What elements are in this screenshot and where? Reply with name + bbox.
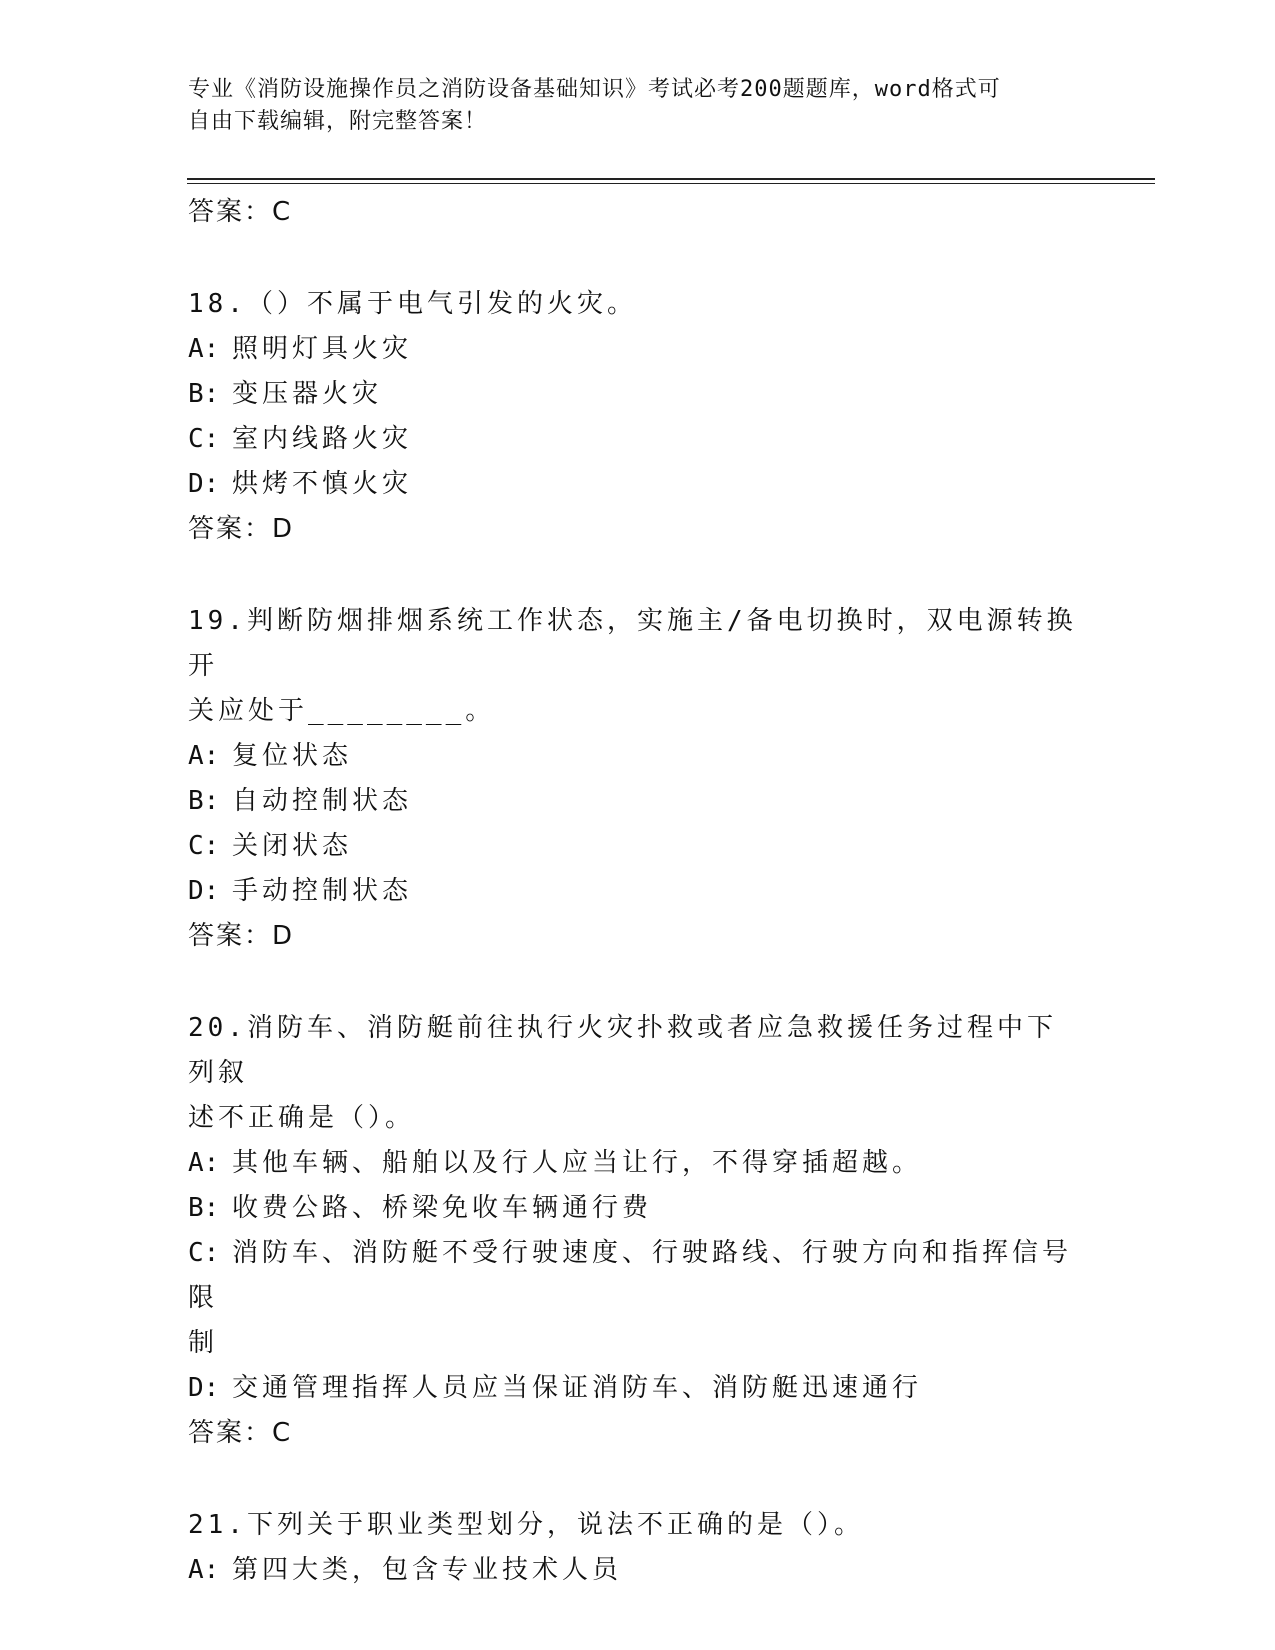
answer-line: 答案：D <box>188 514 295 544</box>
option-c-continued: 制 <box>188 1328 219 1358</box>
question-stem: 20.消防车、消防艇前往执行火灾扑救或者应急救援任务过程中下列叙 <box>188 1013 1057 1088</box>
question-block <box>188 599 1088 958</box>
question-stem: 18.（）不属于电气引发的火灾。 <box>188 289 637 319</box>
option-d <box>188 869 1078 914</box>
option-letter: B: <box>188 1193 220 1223</box>
option-letter: C: <box>188 1238 220 1268</box>
option-b <box>188 372 1078 417</box>
option-text: 手动控制状态 <box>232 876 413 906</box>
option-a <box>188 1548 1078 1593</box>
header-divider-thin <box>187 183 1155 184</box>
option-d <box>188 462 1078 507</box>
option-c <box>188 417 1078 462</box>
question-block <box>188 1006 1088 1455</box>
question-stem-continued: 关应处于________。 <box>188 696 496 726</box>
option-a <box>188 327 1078 372</box>
option-b <box>188 1186 1078 1231</box>
option-text: 其他车辆、船舶以及行人应当让行，不得穿插超越。 <box>232 1148 923 1178</box>
header-divider-thick <box>187 178 1155 180</box>
question-list <box>188 190 1088 1593</box>
spacer <box>188 1455 1088 1503</box>
option-letter: D: <box>188 876 220 906</box>
option-a <box>188 734 1078 779</box>
option-text: 消防车、消防艇不受行驶速度、行驶路线、行驶方向和指挥信号限 <box>188 1238 1073 1313</box>
option-text: 第四大类，包含专业技术人员 <box>232 1555 623 1585</box>
option-letter: A: <box>188 334 220 364</box>
option-letter: A: <box>188 741 220 771</box>
option-letter: B: <box>188 786 220 816</box>
option-letter: C: <box>188 831 220 861</box>
option-letter: D: <box>188 1373 220 1403</box>
question-block <box>188 282 1088 551</box>
option-letter: C: <box>188 424 220 454</box>
option-text: 交通管理指挥人员应当保证消防车、消防艇迅速通行 <box>232 1373 923 1403</box>
option-d <box>188 1366 1078 1411</box>
question-stem-continued: 述不正确是（）。 <box>188 1103 416 1133</box>
question-stem: 21.下列关于职业类型划分，说法不正确的是（）。 <box>188 1510 864 1540</box>
spacer <box>188 551 1088 599</box>
spacer <box>188 234 1088 282</box>
answer-line: 答案：C <box>188 1418 293 1448</box>
option-text: 收费公路、桥梁免收车辆通行费 <box>232 1193 653 1223</box>
answer-line: 答案：C <box>188 197 293 227</box>
document-header <box>188 74 1068 138</box>
header-line-2: 自由下载编辑，附完整答案！ <box>188 109 488 134</box>
question-stem: 19.判断防烟排烟系统工作状态，实施主/备电切换时，双电源转换开 <box>188 606 1077 681</box>
option-letter: A: <box>188 1148 220 1178</box>
answer-line: 答案：D <box>188 921 295 951</box>
option-letter: D: <box>188 469 220 499</box>
option-text: 自动控制状态 <box>232 786 413 816</box>
option-a <box>188 1141 1078 1186</box>
option-b <box>188 779 1078 824</box>
option-text: 室内线路火灾 <box>232 424 413 454</box>
option-text: 关闭状态 <box>232 831 353 861</box>
option-text: 变压器火灾 <box>232 379 383 409</box>
option-text: 照明灯具火灾 <box>232 334 413 364</box>
option-c <box>188 824 1078 869</box>
spacer <box>188 958 1088 1006</box>
option-letter: A: <box>188 1555 220 1585</box>
option-c <box>188 1231 1078 1321</box>
option-text: 烘烤不慎火灾 <box>232 469 413 499</box>
option-text: 复位状态 <box>232 741 353 771</box>
question-block <box>188 1503 1088 1593</box>
header-line-1: 专业《消防设施操作员之消防设备基础知识》考试必考200题题库，word格式可 <box>188 77 1001 102</box>
option-letter: B: <box>188 379 220 409</box>
